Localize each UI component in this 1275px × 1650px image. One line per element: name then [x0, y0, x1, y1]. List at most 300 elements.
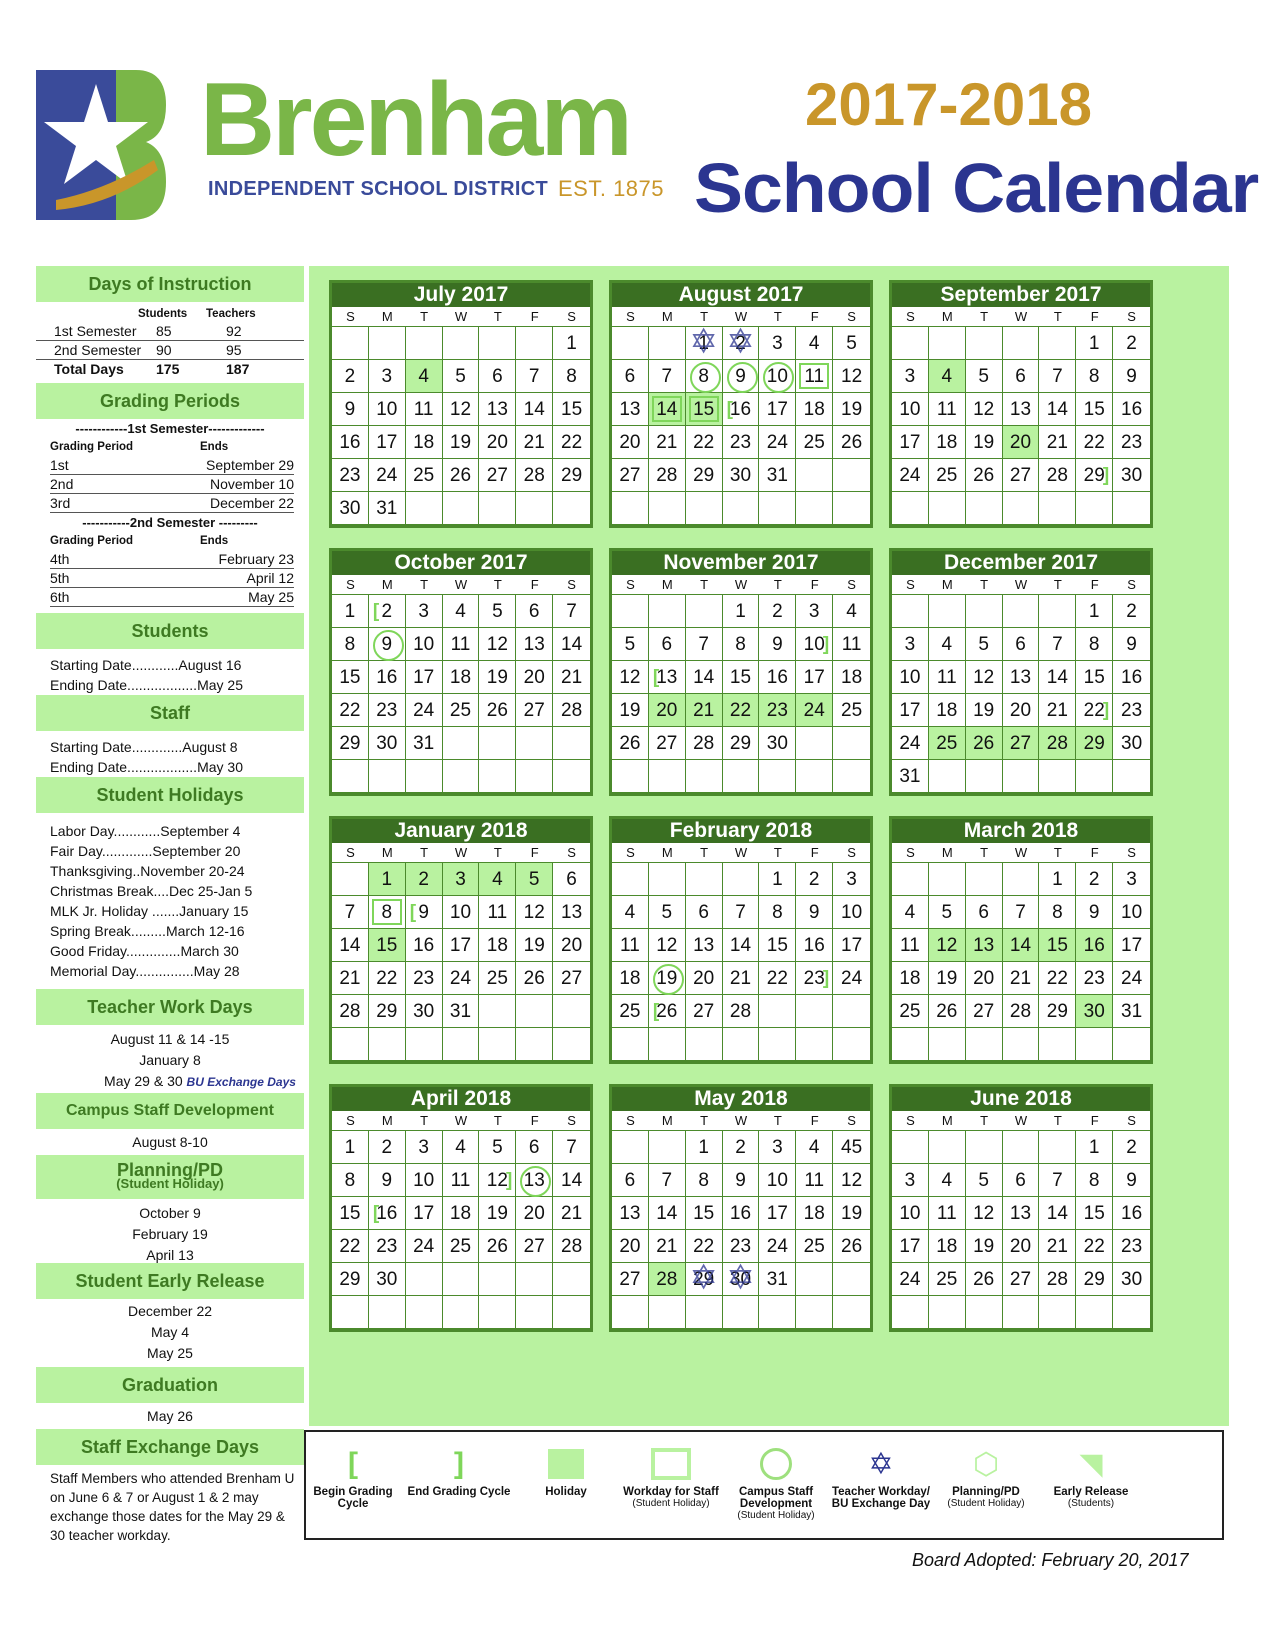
day-cell: 9 [723, 360, 760, 393]
day-cell: 18 [833, 661, 870, 694]
day-cell: 5 [966, 360, 1003, 393]
day-cell: 29 [332, 1263, 369, 1296]
weekday-label: W [734, 1113, 748, 1128]
weekday-label: S [847, 577, 856, 592]
weekday-label: F [1090, 309, 1099, 324]
day-cell [612, 1131, 649, 1164]
grading-period: 1st [50, 457, 69, 473]
day-cell: 17 [892, 1230, 929, 1263]
day-cell: 12 [443, 393, 480, 426]
weekday-label: F [1090, 1113, 1099, 1128]
month-calendar [329, 816, 593, 1064]
day-cell: 21 [1039, 426, 1076, 459]
day-cell [406, 1263, 443, 1296]
day-cell [1039, 760, 1076, 793]
weekday-label: S [567, 577, 576, 592]
day-cell: 21 [1003, 962, 1040, 995]
day-cell [796, 1028, 833, 1061]
day-cell: 1 [369, 863, 406, 896]
weekday-label: W [734, 845, 748, 860]
day-cell: 8 [723, 628, 760, 661]
day-cell: 24 [892, 459, 929, 492]
day-cell [966, 327, 1003, 360]
day-cell [833, 1296, 870, 1329]
day-cell: 29 [1076, 727, 1113, 760]
weekday-header [332, 307, 590, 327]
day-cell [1076, 492, 1113, 525]
day-cell: 10 [892, 1197, 929, 1230]
legend-label: End Grading Cycle [407, 1486, 511, 1498]
day-cell [723, 863, 760, 896]
day-cell: 31 [1113, 995, 1150, 1028]
month-title: March 2018 [892, 819, 1150, 843]
day-cell: 3 [833, 863, 870, 896]
day-cell: 24 [759, 1230, 796, 1263]
legend-sublabel: (Student Holiday) [737, 1510, 815, 1521]
day-cell: 29 ✡ [686, 1263, 723, 1296]
day-cell: 22 [686, 426, 723, 459]
day-cell: 31 [406, 727, 443, 760]
day-cell: 12 [649, 929, 686, 962]
star-of-david-icon: ✡ [868, 1447, 894, 1481]
day-cell: 2 [723, 1131, 760, 1164]
days-row-students: 175 [156, 361, 180, 377]
day-cell: 1 [723, 595, 760, 628]
day-cell: 31 [759, 1263, 796, 1296]
day-cell: 25 [479, 962, 516, 995]
weekday-label: S [567, 309, 576, 324]
day-cell: 25 [443, 1230, 480, 1263]
day-cell: 4 [796, 1131, 833, 1164]
legend-item [616, 1442, 726, 1509]
grading-end: April 12 [246, 570, 294, 586]
day-cell [1003, 595, 1040, 628]
day-cell [1039, 1296, 1076, 1329]
day-cell: 12 [966, 661, 1003, 694]
day-cell: 22 [1076, 1230, 1113, 1263]
day-cell [516, 727, 553, 760]
day-cell: 29 [686, 459, 723, 492]
grading-end: February 23 [218, 551, 294, 567]
weekday-label: W [1014, 1113, 1028, 1128]
weekday-label: S [906, 845, 915, 860]
day-cell [686, 863, 723, 896]
planning-date: February 19 [132, 1226, 208, 1242]
students-heading: Students [36, 613, 304, 649]
grading-end: November 10 [209, 476, 294, 492]
day-cell: 17 [443, 929, 480, 962]
day-cell: 20 [966, 962, 1003, 995]
day-cell: 27 [1003, 459, 1040, 492]
day-cell [686, 595, 723, 628]
day-cell: 14 [649, 1197, 686, 1230]
day-cell: 15 [332, 1197, 369, 1230]
day-cell [612, 1028, 649, 1061]
day-cell: 8 [332, 628, 369, 661]
day-cell [479, 1028, 516, 1061]
day-cell: 21 [723, 962, 760, 995]
day-cell: 20 [612, 426, 649, 459]
grading-period: 4th [50, 551, 70, 567]
weekday-label: T [420, 309, 429, 324]
day-cell: 17 [833, 929, 870, 962]
day-cell [796, 760, 833, 793]
day-cell: 26 [479, 1230, 516, 1263]
day-cell: ] 29 [1076, 459, 1113, 492]
day-cell [332, 1028, 369, 1061]
day-cell: 26 [443, 459, 480, 492]
legend-item [404, 1442, 514, 1498]
day-cell: 31 [443, 995, 480, 1028]
day-cell [612, 595, 649, 628]
day-cell: 18 [892, 962, 929, 995]
weekday-label: M [661, 845, 673, 860]
day-cell: 4 [796, 327, 833, 360]
legend-label: Holiday [545, 1486, 587, 1498]
weekday-label: F [1090, 577, 1099, 592]
weekday-label: F [530, 577, 539, 592]
day-cell: 8 [1076, 360, 1113, 393]
day-cell: 25 [612, 995, 649, 1028]
weekday-label: S [567, 845, 576, 860]
day-cell: 11 [406, 393, 443, 426]
day-cell: 27 [516, 1230, 553, 1263]
day-cell: 10 [1113, 896, 1150, 929]
day-cell [1039, 492, 1076, 525]
day-cell [929, 327, 966, 360]
month-title: April 2018 [332, 1087, 590, 1111]
month-title: August 2017 [612, 283, 870, 307]
weekday-label: T [1053, 845, 1062, 860]
day-cell [332, 760, 369, 793]
day-cell: 23 [332, 459, 369, 492]
day-cell: 25 [929, 727, 966, 760]
weekday-label: S [906, 1113, 915, 1128]
day-cell [649, 1296, 686, 1329]
day-cell: 20 [479, 426, 516, 459]
day-cell: 9 [759, 628, 796, 661]
day-cell: 17 [892, 694, 929, 727]
day-cell: 30 [369, 727, 406, 760]
day-cell: 10 [369, 393, 406, 426]
legend-item [826, 1442, 936, 1510]
day-cell: 24 [833, 962, 870, 995]
day-cell: 13 [686, 929, 723, 962]
day-cell: 7 [553, 595, 590, 628]
day-cell: 11 [443, 628, 480, 661]
teacher-work-date: May 29 & 30 [104, 1073, 183, 1089]
day-cell: 4 [833, 595, 870, 628]
day-cell [406, 1296, 443, 1329]
day-cell: 28 [1039, 727, 1076, 760]
day-cell: 17 [1113, 929, 1150, 962]
day-cell: 16 [796, 929, 833, 962]
legend-item [511, 1442, 621, 1498]
legend-item [931, 1442, 1041, 1509]
day-cell: 18 [929, 694, 966, 727]
day-cell: 14 [723, 929, 760, 962]
day-cell: 7 [1039, 1164, 1076, 1197]
grading-period: 2nd [50, 476, 74, 492]
day-cell: 31 [892, 760, 929, 793]
day-cell: 26 [612, 727, 649, 760]
day-cell: 13 [966, 929, 1003, 962]
day-cell [759, 492, 796, 525]
day-cell: 18 [796, 393, 833, 426]
weekday-label: T [700, 1113, 709, 1128]
day-cell: 9 [1113, 628, 1150, 661]
day-cell: 1 ✡ [686, 327, 723, 360]
day-cell: 10 [892, 661, 929, 694]
day-cell [612, 863, 649, 896]
weekday-label: T [420, 845, 429, 860]
weekday-label: S [1127, 845, 1136, 860]
day-cell: 13 [612, 1197, 649, 1230]
day-cell [796, 995, 833, 1028]
bu-exchange-note: BU Exchange Days [186, 1075, 296, 1089]
brand-name: Brenham [200, 62, 630, 178]
legend-sublabel: (Student Holiday) [947, 1498, 1025, 1509]
month-title: July 2017 [332, 283, 590, 307]
day-cell: 27 [553, 962, 590, 995]
day-cell: 6 [1003, 1164, 1040, 1197]
day-cell: 8 [369, 896, 406, 929]
day-cell: 5 [479, 1131, 516, 1164]
day-grid [332, 327, 590, 525]
weekday-label: M [941, 845, 953, 860]
day-cell: 4 [929, 628, 966, 661]
day-cell: 19 [966, 1230, 1003, 1263]
day-cell [649, 760, 686, 793]
day-cell: 4 [892, 896, 929, 929]
day-cell: 26 [833, 1230, 870, 1263]
weekday-header [332, 575, 590, 595]
holiday-item: Good Friday..............March 30 [50, 943, 239, 959]
weekday-label: W [734, 309, 748, 324]
day-cell: [ 16 [723, 393, 760, 426]
day-cell: 6 [553, 863, 590, 896]
day-cell: 5 [929, 896, 966, 929]
day-cell: 3 [406, 595, 443, 628]
day-cell: 5 [516, 863, 553, 896]
day-cell [649, 1131, 686, 1164]
day-cell: 23 [1076, 962, 1113, 995]
day-cell: 2 [332, 360, 369, 393]
day-cell [833, 1028, 870, 1061]
day-cell: 14 [649, 393, 686, 426]
day-cell: 13 [612, 393, 649, 426]
brand-subtitle: INDEPENDENT SCHOOL DISTRICT [208, 178, 548, 200]
staff-end: Ending Date..................May 30 [50, 759, 243, 775]
day-grid [612, 863, 870, 1061]
days-row-teachers: 187 [226, 361, 250, 377]
day-cell: 7 [553, 1131, 590, 1164]
day-cell [479, 1263, 516, 1296]
planning-heading: Planning/PD [116, 1160, 223, 1180]
weekday-label: S [1127, 577, 1136, 592]
day-cell: 18 [443, 661, 480, 694]
day-cell: 3 [796, 595, 833, 628]
day-cell [516, 1263, 553, 1296]
day-cell: 30 [1113, 1263, 1150, 1296]
day-cell: 1 [1076, 595, 1113, 628]
weekday-label: F [810, 1113, 819, 1128]
month-calendar [609, 1084, 873, 1332]
day-cell [966, 863, 1003, 896]
grading-periods-heading: Grading Periods [36, 383, 304, 419]
day-cell: 15 [723, 661, 760, 694]
weekday-header [612, 843, 870, 863]
holiday-item: Memorial Day...............May 28 [50, 963, 240, 979]
day-cell: 11 [892, 929, 929, 962]
semester-2-label: -----------2nd Semester --------- [82, 515, 258, 530]
day-cell: 22 [723, 694, 760, 727]
day-cell [833, 727, 870, 760]
weekday-label: M [661, 577, 673, 592]
legend-label: Workday for Staff [623, 1486, 719, 1498]
days-row-label: Total Days [54, 361, 124, 377]
day-cell: 30 [332, 492, 369, 525]
day-cell: 1 [1039, 863, 1076, 896]
weekday-label: S [626, 577, 635, 592]
day-cell: 13 [516, 1164, 553, 1197]
day-cell [966, 1028, 1003, 1061]
month-title: September 2017 [892, 283, 1150, 307]
day-cell: 29 [1076, 1263, 1113, 1296]
day-cell: 9 [1076, 896, 1113, 929]
teacher-work-date: January 8 [139, 1052, 201, 1068]
day-cell: 29 [723, 727, 760, 760]
day-cell: 16 [759, 661, 796, 694]
day-cell [1113, 1296, 1150, 1329]
month-title: February 2018 [612, 819, 870, 843]
day-cell: 22 [553, 426, 590, 459]
day-cell [723, 1028, 760, 1061]
day-cell: 3 [1113, 863, 1150, 896]
campus-dev-dates: August 8-10 [132, 1134, 208, 1150]
day-cell: 24 [443, 962, 480, 995]
day-cell: 22 [686, 1230, 723, 1263]
legend-label: Begin Grading Cycle [313, 1486, 393, 1510]
day-cell: 21 [553, 1197, 590, 1230]
day-cell: 25 [406, 459, 443, 492]
day-cell: 6 [516, 1131, 553, 1164]
day-cell: 28 [1003, 995, 1040, 1028]
day-grid [332, 595, 590, 793]
day-cell [796, 459, 833, 492]
day-cell: 26 [479, 694, 516, 727]
circle-outline-icon [721, 1442, 831, 1486]
day-cell [553, 995, 590, 1028]
weekday-label: T [980, 577, 989, 592]
semester-1-label: ------------1st Semester------------- [75, 421, 265, 436]
day-cell: 25 [929, 1263, 966, 1296]
month-calendar [329, 1084, 593, 1332]
day-cell [406, 1028, 443, 1061]
day-cell: 4 [406, 360, 443, 393]
day-cell: 7 [1039, 360, 1076, 393]
day-cell [612, 492, 649, 525]
day-cell: 16 [1113, 1197, 1150, 1230]
weekday-header [612, 1111, 870, 1131]
day-cell: 7 [686, 628, 723, 661]
weekday-label: W [454, 845, 468, 860]
day-cell [759, 760, 796, 793]
day-cell: 25 [796, 426, 833, 459]
day-cell: 12 [612, 661, 649, 694]
day-cell: 27 [612, 459, 649, 492]
day-cell [966, 595, 1003, 628]
day-grid [332, 1131, 590, 1329]
weekday-label: T [493, 845, 502, 860]
day-cell [1076, 760, 1113, 793]
month-title: November 2017 [612, 551, 870, 575]
day-cell: [ 16 [369, 1197, 406, 1230]
day-cell [369, 1028, 406, 1061]
day-cell: 3 [892, 628, 929, 661]
day-cell: [ 9 [406, 896, 443, 929]
legend-item [298, 1442, 408, 1510]
planning-date: October 9 [139, 1205, 201, 1221]
weekday-label: T [700, 845, 709, 860]
day-cell: 28 [553, 694, 590, 727]
day-cell: 11 [929, 1197, 966, 1230]
day-cell [929, 1131, 966, 1164]
day-cell: 20 [686, 962, 723, 995]
day-cell: 3 [892, 360, 929, 393]
day-cell: 28 [649, 459, 686, 492]
day-cell: 30 [759, 727, 796, 760]
day-cell [332, 1296, 369, 1329]
weekday-header [332, 1111, 590, 1131]
weekday-label: T [773, 309, 782, 324]
day-cell: 3 [369, 360, 406, 393]
day-cell [332, 327, 369, 360]
day-cell: 23 [369, 694, 406, 727]
day-cell: 15 [686, 1197, 723, 1230]
day-cell [516, 1296, 553, 1329]
day-cell: 20 [553, 929, 590, 962]
day-cell: 23 [759, 694, 796, 727]
day-cell: 23 [1113, 1230, 1150, 1263]
day-cell: 8 [1076, 628, 1113, 661]
day-cell [479, 492, 516, 525]
day-cell [553, 1263, 590, 1296]
holiday-item: MLK Jr. Holiday .......January 15 [50, 903, 249, 919]
day-cell [892, 1296, 929, 1329]
day-cell: 16 [723, 1197, 760, 1230]
day-cell [892, 1028, 929, 1061]
day-cell: 2 [1113, 1131, 1150, 1164]
day-cell: 25 [796, 1230, 833, 1263]
day-cell: 15 [1076, 661, 1113, 694]
day-cell [1039, 327, 1076, 360]
day-cell [443, 1263, 480, 1296]
weekday-label: S [346, 845, 355, 860]
weekday-label: S [626, 1113, 635, 1128]
day-cell: 2 [759, 595, 796, 628]
day-cell [406, 492, 443, 525]
weekday-header [612, 575, 870, 595]
staff-exchange-heading: Staff Exchange Days [36, 1429, 304, 1465]
day-cell: 14 [553, 1164, 590, 1197]
day-cell: 20 [612, 1230, 649, 1263]
day-grid [892, 327, 1150, 525]
day-cell: 26 [516, 962, 553, 995]
day-cell: 14 [686, 661, 723, 694]
day-cell: 4 [479, 863, 516, 896]
month-calendar [609, 280, 873, 528]
